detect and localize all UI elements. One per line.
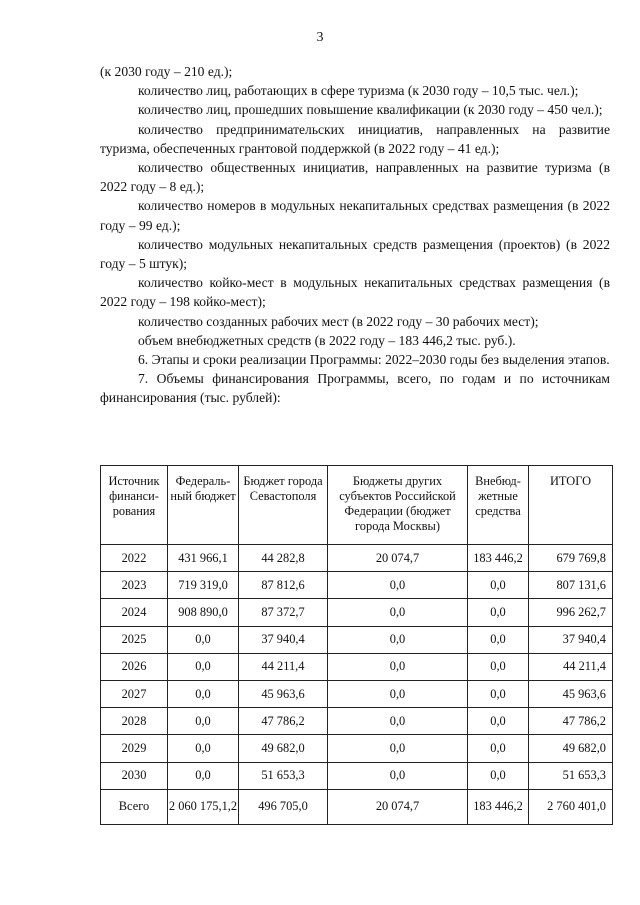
table-cell: 0,0 xyxy=(168,626,239,653)
paragraph: количество койко-мест в модульных некапитальных средствах размещения (в 2022 году – 198 койко-мест); xyxy=(100,275,610,310)
table-row xyxy=(101,762,613,789)
column-header: Источник финанси-рования xyxy=(101,466,168,545)
table-cell: 2 760 401,0 xyxy=(529,789,613,824)
table-row xyxy=(101,545,613,572)
table-cell: 0,0 xyxy=(328,626,468,653)
table-cell: 996 262,7 xyxy=(529,599,613,626)
table-row xyxy=(101,735,613,762)
row-label-cell: 2030 xyxy=(101,762,168,789)
table-row xyxy=(101,789,613,824)
row-label-cell: 2023 xyxy=(101,572,168,599)
table-cell: 44 282,8 xyxy=(239,545,328,572)
row-label-cell: 2024 xyxy=(101,599,168,626)
table-row xyxy=(101,599,613,626)
table-cell: 51 653,3 xyxy=(239,762,328,789)
paragraph: количество лиц, прошедших повышение квалификации (к 2030 году – 450 чел.); xyxy=(138,102,603,118)
row-label-cell: 2026 xyxy=(101,653,168,680)
table-cell: 807 131,6 xyxy=(529,572,613,599)
paragraph: количество созданных рабочих мест (в 2022 году – 30 рабочих мест); xyxy=(138,313,539,329)
column-header: Бюджет города Севастополя xyxy=(239,466,328,545)
table-header-row xyxy=(101,466,613,545)
table-cell: 496 705,0 xyxy=(239,789,328,824)
table-row xyxy=(101,572,613,599)
row-label-cell: 2029 xyxy=(101,735,168,762)
table-cell: 0,0 xyxy=(468,762,529,789)
table-cell: 908 890,0 xyxy=(168,599,239,626)
row-label-cell: Всего xyxy=(101,789,168,824)
financing-table-container xyxy=(100,465,612,825)
table-cell: 44 211,4 xyxy=(239,653,328,680)
table-cell: 0,0 xyxy=(468,680,529,707)
table-cell: 37 940,4 xyxy=(239,626,328,653)
column-header: ИТОГО xyxy=(529,466,613,545)
table-cell: 0,0 xyxy=(468,735,529,762)
paragraph: количество модульных некапитальных средств размещения (проектов) (в 2022 году – 5 штук); xyxy=(100,236,610,272)
table-cell: 44 211,4 xyxy=(529,653,613,680)
paragraph: (к 2030 году – 210 ед.); xyxy=(100,64,233,79)
column-header: Федераль-ный бюджет xyxy=(168,466,239,545)
table-cell: 20 074,7 xyxy=(328,545,468,572)
table-cell: 183 446,2 xyxy=(468,789,529,824)
column-header: Внебюд-жетные средства xyxy=(468,466,529,545)
table-cell: 49 682,0 xyxy=(239,735,328,762)
table-cell: 45 963,6 xyxy=(529,680,613,707)
row-label-cell: 2025 xyxy=(101,626,168,653)
table-cell: 47 786,2 xyxy=(529,708,613,735)
table-cell: 183 446,2 xyxy=(468,545,529,572)
column-header: Бюджеты других субъектов Российской Федерации (бюджет города Москвы) xyxy=(328,466,468,545)
table-cell: 0,0 xyxy=(468,653,529,680)
table-row xyxy=(101,680,613,707)
table-cell: 0,0 xyxy=(168,735,239,762)
table-cell: 0,0 xyxy=(328,762,468,789)
paragraph: количество общественных инициатив, направленных на развитие туризма (в 2022 году – 8 ед.); xyxy=(100,160,610,195)
table-cell: 87 372,7 xyxy=(239,599,328,626)
table-row xyxy=(101,626,613,653)
table-cell: 47 786,2 xyxy=(239,708,328,735)
table-cell: 49 682,0 xyxy=(529,735,613,762)
table-cell: 431 966,1 xyxy=(168,545,239,572)
paragraph: количество номеров в модульных некапитальных средствах размещения (в 2022 году – 99 ед.); xyxy=(100,198,610,233)
paragraph: 6. Этапы и сроки реализации Программы: 2022–2030 годы без выделения этапов. xyxy=(138,352,610,368)
table-cell: 0,0 xyxy=(468,572,529,599)
paragraph: количество лиц, работающих в сфере туризма (к 2030 году – 10,5 тыс. чел.); xyxy=(138,83,579,99)
table-cell: 20 074,7 xyxy=(328,789,468,824)
table-cell: 0,0 xyxy=(468,708,529,735)
table-cell: 0,0 xyxy=(328,599,468,626)
paragraph: количество предпринимательских инициатив, направленных на развитие туризма, обеспеченных грантовой поддержкой (в 2022 году – 41 ед.); xyxy=(100,121,610,156)
table-cell: 0,0 xyxy=(168,653,239,680)
table-cell: 679 769,8 xyxy=(529,545,613,572)
table-cell: 0,0 xyxy=(468,599,529,626)
table-cell: 45 963,6 xyxy=(239,680,328,707)
table-cell: 0,0 xyxy=(468,626,529,653)
table-row xyxy=(101,708,613,735)
table-cell: 0,0 xyxy=(328,653,468,680)
financing-table xyxy=(100,465,613,825)
table-body xyxy=(101,545,613,825)
paragraph: объем внебюджетных средств (в 2022 году – 183 446,2 тыс. руб.). xyxy=(138,332,516,348)
row-label-cell: 2022 xyxy=(101,545,168,572)
row-label-cell: 2028 xyxy=(101,708,168,735)
table-cell: 0,0 xyxy=(168,680,239,707)
table-cell: 0,0 xyxy=(168,708,239,735)
body-text xyxy=(100,62,610,408)
table-cell: 87 812,6 xyxy=(239,572,328,599)
table-cell: 51 653,3 xyxy=(529,762,613,789)
row-label-cell: 2027 xyxy=(101,680,168,707)
table-cell: 0,0 xyxy=(328,708,468,735)
table-cell: 719 319,0 xyxy=(168,572,239,599)
table-cell: 0,0 xyxy=(328,735,468,762)
table-cell: 37 940,4 xyxy=(529,626,613,653)
page-number: 3 xyxy=(316,30,324,45)
table-cell: 0,0 xyxy=(168,762,239,789)
table-cell: 0,0 xyxy=(328,572,468,599)
table-row xyxy=(101,653,613,680)
table-cell: 0,0 xyxy=(328,680,468,707)
paragraph: 7. Объемы финансирования Программы, всего, по годам и по источникам финансирования (тыс. рублей): xyxy=(100,371,610,406)
table-cell: 2 060 175,1,2 xyxy=(168,789,239,824)
